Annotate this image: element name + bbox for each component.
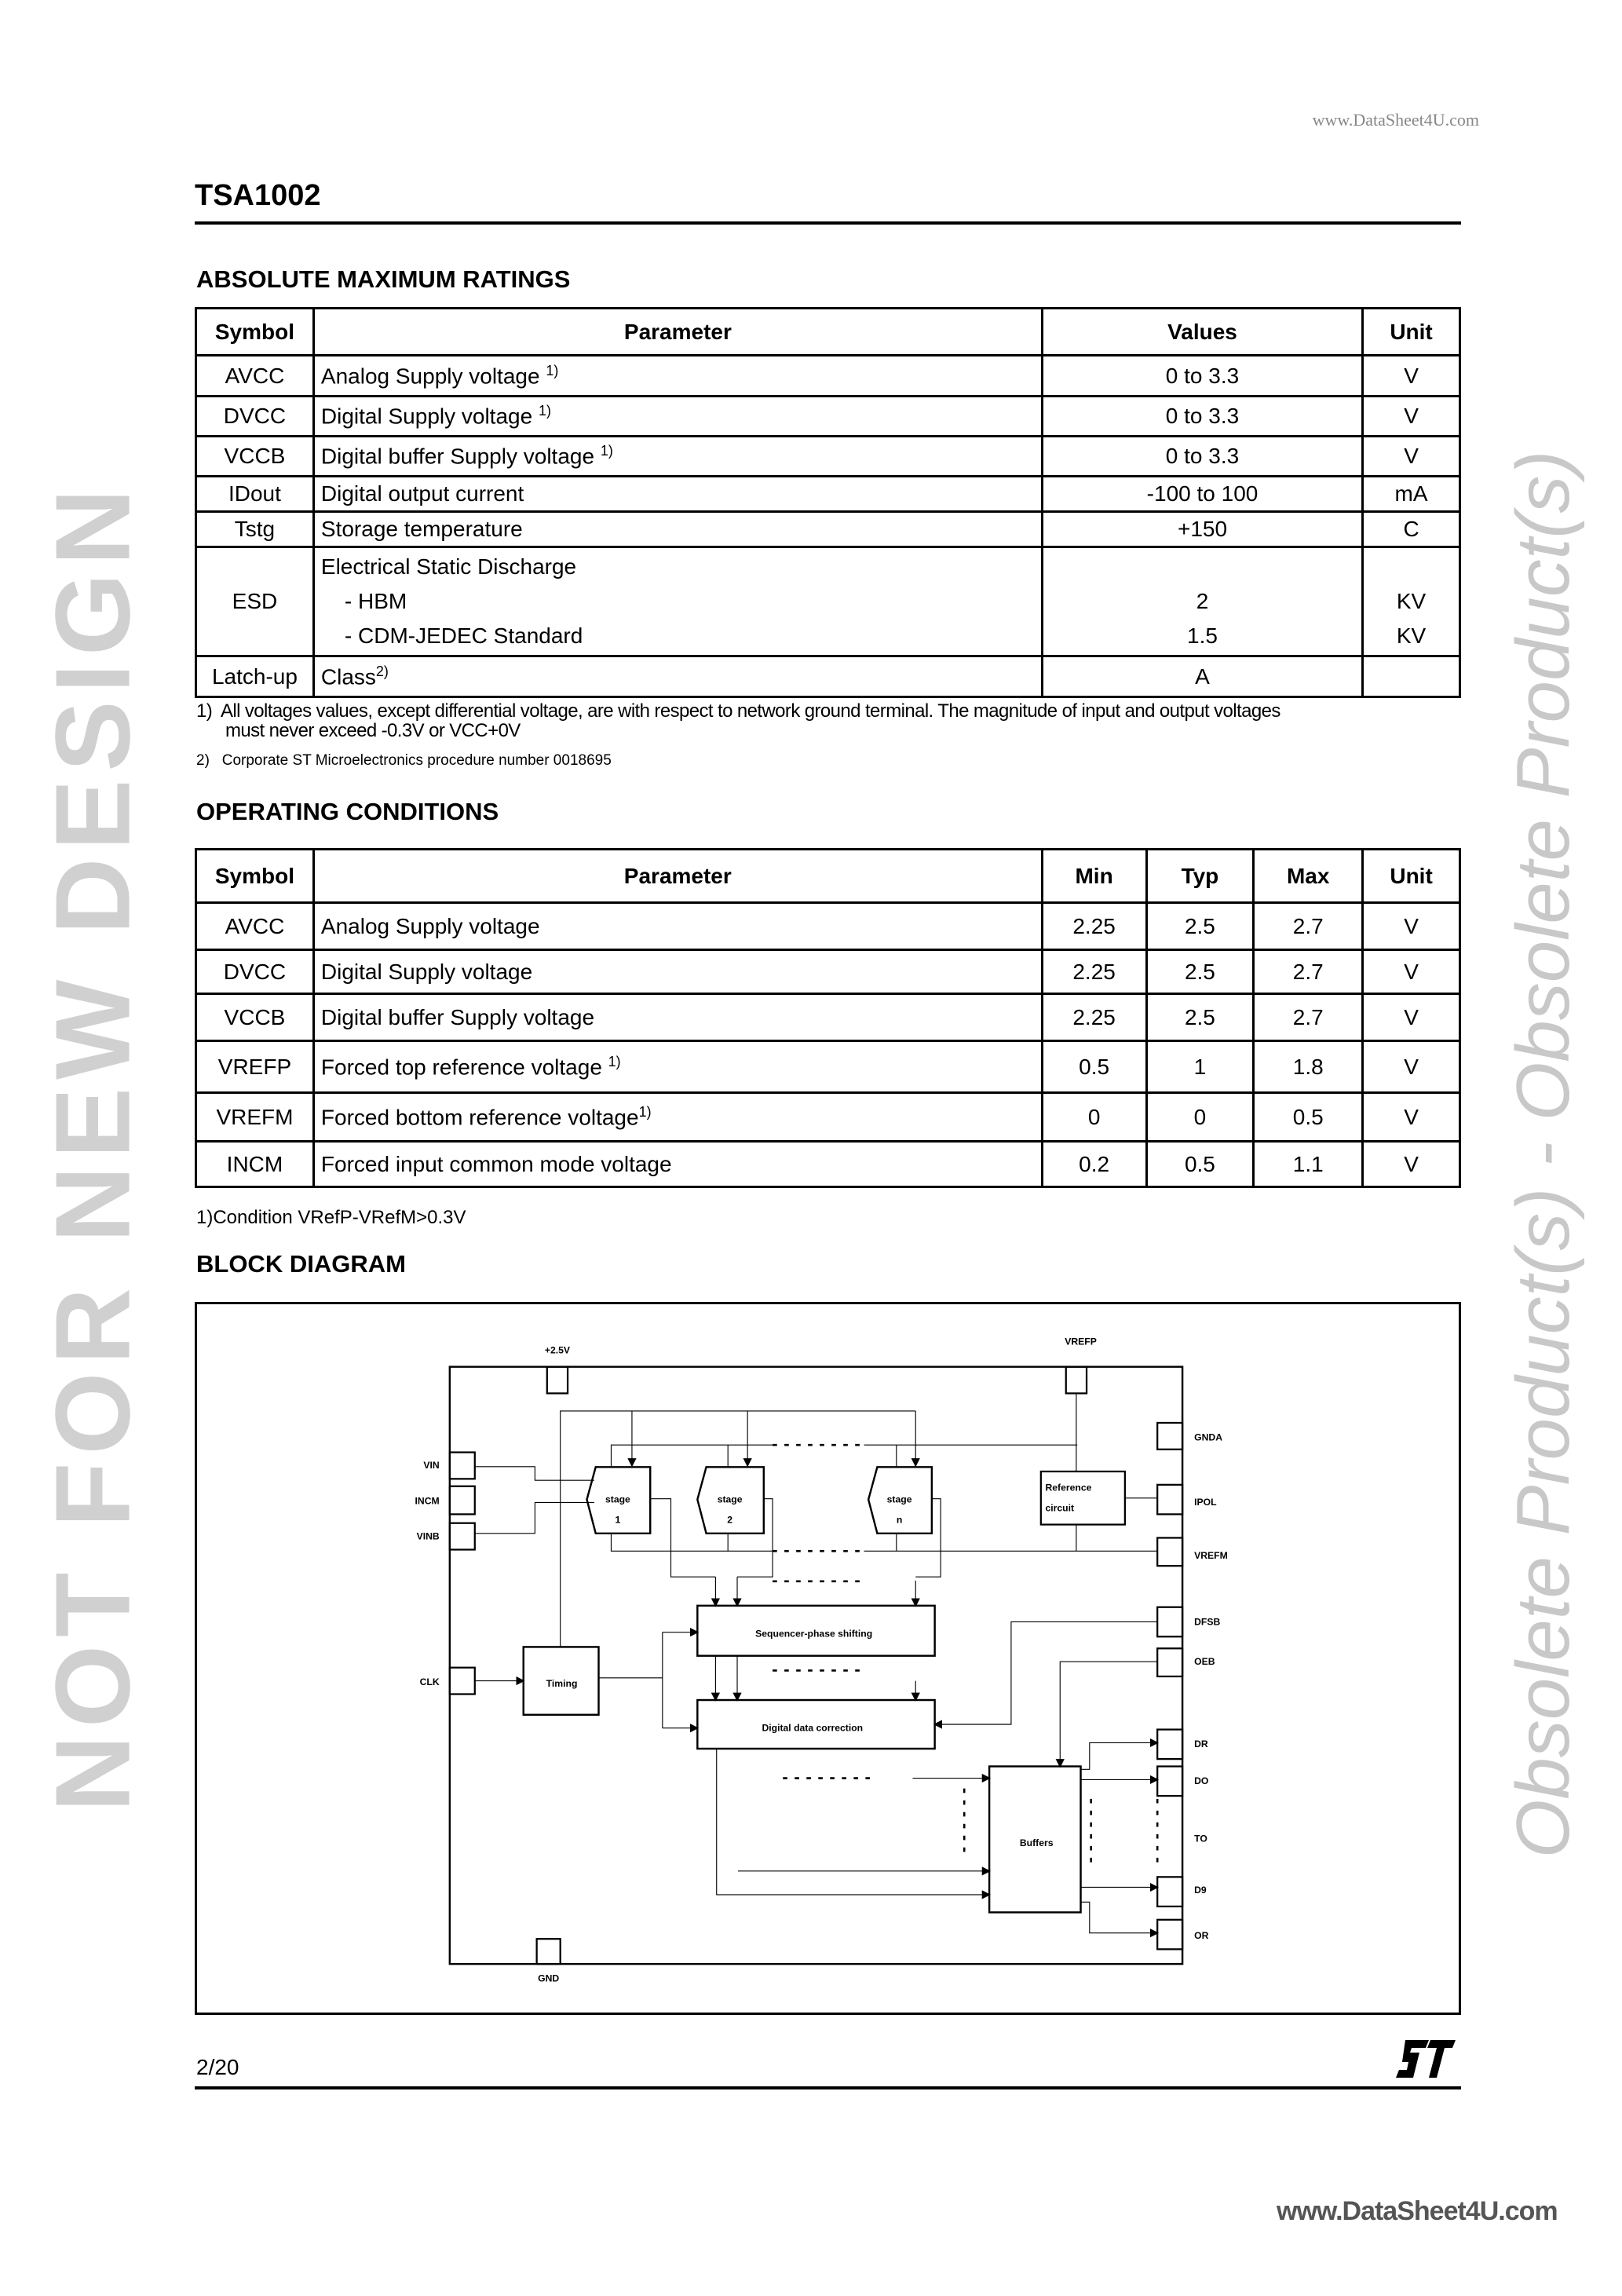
esd-hbm-value: 2	[1196, 589, 1209, 613]
pin-label: DFSB	[1194, 1616, 1221, 1628]
footnote-ref: 1)	[546, 362, 559, 378]
pin-dfsb	[1157, 1607, 1182, 1637]
column-header: Min	[1042, 850, 1146, 903]
unit-cell: mA	[1363, 477, 1460, 512]
parameter-text: Forced bottom reference voltage	[320, 1105, 639, 1130]
esd-cdm: - CDM-JEDEC Standard	[344, 623, 583, 648]
min-cell: 2.25	[1042, 994, 1146, 1041]
min-cell: 0	[1042, 1093, 1146, 1142]
unit-cell	[1363, 547, 1460, 656]
table-row	[196, 1093, 1460, 1142]
parameter-cell	[313, 437, 1042, 477]
pin-label: IPOL	[1194, 1497, 1217, 1508]
esd-parameter: Electrical Static Discharge	[320, 554, 577, 579]
buffers-label: Buffers	[1019, 1837, 1054, 1848]
value-cell: +150	[1042, 512, 1362, 547]
column-header: Max	[1254, 850, 1363, 903]
max-cell: 1.8	[1254, 1041, 1363, 1093]
footnote-text: All voltages values, except differential voltage, are with respect to network ground terminal. The magnitude of input and output voltages	[220, 700, 1280, 722]
parameter-cell	[313, 397, 1042, 437]
watermark-text: Obsolete Product(s) - Obsolete Product(s)	[1501, 450, 1585, 1859]
pin-2v5	[547, 1367, 568, 1394]
symbol-cell: VCCB	[196, 994, 314, 1041]
symbol-cell: ESD	[196, 547, 314, 656]
pin-gnda	[1157, 1423, 1182, 1450]
typ-cell: 0.5	[1146, 1142, 1254, 1187]
source-url-watermark: www.DataSheet4U.com	[1312, 110, 1479, 130]
correction-label: Digital data correction	[762, 1722, 864, 1734]
pin-label: TO	[1194, 1833, 1207, 1844]
stage-label: stage	[717, 1493, 743, 1505]
parameter-cell	[313, 547, 1042, 656]
min-cell: 0.2	[1042, 1142, 1146, 1187]
footnote-number: 2)	[196, 752, 210, 769]
symbol-cell: AVCC	[196, 903, 314, 950]
pin-gnd	[537, 1939, 561, 1964]
table-row	[196, 437, 1460, 477]
parameter-cell	[313, 1093, 1042, 1142]
op-cond-table	[195, 848, 1461, 1188]
value-cell: -100 to 100	[1042, 477, 1362, 512]
chip-outline	[450, 1367, 1182, 1964]
header-rule	[195, 221, 1461, 225]
typ-cell: 2.5	[1146, 994, 1254, 1041]
pin-vrefm	[1157, 1537, 1182, 1566]
parameter-cell: Digital Supply voltage	[313, 950, 1042, 994]
parameter-cell: Forced input common mode voltage	[313, 1142, 1042, 1187]
unit-cell	[1363, 656, 1460, 697]
block-diagram-heading: BLOCK DIAGRAM	[196, 1250, 406, 1278]
column-header: Values	[1042, 309, 1362, 356]
parameter-cell	[313, 656, 1042, 697]
footnote-ref: 1)	[638, 1103, 652, 1120]
parameter-cell: Analog Supply voltage	[313, 903, 1042, 950]
unit-cell: V	[1363, 397, 1460, 437]
stage-label: 1	[615, 1514, 621, 1526]
table-row	[196, 1142, 1460, 1187]
value-cell: 0 to 3.3	[1042, 356, 1362, 397]
symbol-cell: DVCC	[196, 397, 314, 437]
pin-d9	[1157, 1877, 1182, 1907]
pin-clk	[450, 1668, 475, 1695]
watermark-text: NOT FOR NEW DESIGN	[33, 481, 152, 1812]
column-header: Parameter	[313, 309, 1042, 356]
esd-hbm: - HBM	[344, 589, 407, 613]
pin-label: VREFP	[1065, 1336, 1097, 1347]
table-row-esd	[196, 547, 1460, 656]
parameter-text: Analog Supply voltage	[320, 364, 540, 389]
max-cell: 2.7	[1254, 994, 1363, 1041]
min-cell: 0.5	[1042, 1041, 1146, 1093]
pin-label: +2.5V	[544, 1344, 571, 1356]
abs-max-heading: ABSOLUTE MAXIMUM RATINGS	[196, 265, 571, 293]
typ-cell: 1	[1146, 1041, 1254, 1093]
typ-cell: 2.5	[1146, 903, 1254, 950]
reference-label: circuit	[1045, 1502, 1075, 1514]
reference-label: Reference	[1045, 1482, 1092, 1493]
pin-oeb	[1157, 1648, 1182, 1676]
symbol-cell: DVCC	[196, 950, 314, 994]
max-cell: 2.7	[1254, 950, 1363, 994]
parameter-cell: Storage temperature	[313, 512, 1042, 547]
document-title: TSA1002	[195, 179, 321, 212]
op-cond-heading: OPERATING CONDITIONS	[196, 798, 499, 825]
table-header-row	[196, 850, 1460, 903]
unit-cell: V	[1363, 903, 1460, 950]
unit-cell: V	[1363, 950, 1460, 994]
max-cell: 0.5	[1254, 1093, 1363, 1142]
footnote-ref: 2)	[375, 663, 389, 679]
block-diagram	[195, 1302, 1461, 2014]
table-row	[196, 1041, 1460, 1093]
pin-vin	[450, 1453, 475, 1479]
st-logo-icon	[1394, 2038, 1457, 2079]
pin-incm	[450, 1486, 475, 1515]
max-cell: 1.1	[1254, 1142, 1363, 1187]
abs-max-table	[195, 307, 1461, 698]
symbol-cell: VCCB	[196, 437, 314, 477]
column-header: Symbol	[196, 850, 314, 903]
pin-vinb	[450, 1523, 475, 1550]
pin-label: CLK	[419, 1676, 440, 1688]
table-row-latchup	[196, 656, 1460, 697]
table-row	[196, 356, 1460, 397]
column-header: Unit	[1363, 850, 1460, 903]
footnote-ref: 1)	[538, 403, 551, 419]
symbol-cell: VREFP	[196, 1041, 314, 1093]
parameter-cell: Digital output current	[313, 477, 1042, 512]
pin-label: DO	[1194, 1775, 1209, 1787]
value-cell	[1042, 547, 1362, 656]
pin-label: OR	[1194, 1930, 1209, 1942]
max-cell: 2.7	[1254, 903, 1363, 950]
footnote-2	[196, 752, 612, 770]
symbol-cell: INCM	[196, 1142, 314, 1187]
table-row	[196, 512, 1460, 547]
column-header: Typ	[1146, 850, 1254, 903]
esd-cdm-value: 1.5	[1187, 623, 1218, 648]
esd-cdm-unit: KV	[1396, 623, 1427, 648]
table-row	[196, 397, 1460, 437]
unit-cell: V	[1363, 437, 1460, 477]
esd-hbm-unit: KV	[1396, 589, 1427, 613]
typ-cell: 2.5	[1146, 950, 1254, 994]
pin-label: D9	[1194, 1885, 1207, 1896]
typ-cell: 0	[1146, 1093, 1254, 1142]
footnote-1	[196, 701, 1280, 740]
parameter-cell: Digital buffer Supply voltage	[313, 994, 1042, 1041]
parameter-text: Digital buffer Supply voltage	[320, 444, 595, 469]
stage-label: 2	[727, 1514, 733, 1526]
pin-label: DR	[1194, 1738, 1208, 1750]
pin-label: VIN	[423, 1460, 440, 1472]
parameter-cell	[313, 356, 1042, 397]
footnote-text-cont: must never exceed -0.3V or VCC+0V	[225, 720, 521, 741]
min-cell: 2.25	[1042, 903, 1146, 950]
pin-ipol	[1157, 1485, 1182, 1515]
timing-label: Timing	[546, 1678, 578, 1690]
table-row	[196, 903, 1460, 950]
table-header-row	[196, 309, 1460, 356]
symbol-cell: AVCC	[196, 356, 314, 397]
unit-cell: V	[1363, 1041, 1460, 1093]
footnote-ref: 1)	[608, 1053, 621, 1069]
parameter-cell	[313, 1041, 1042, 1093]
footnote-text: Corporate ST Microelectronics procedure number 0018695	[221, 752, 612, 769]
pin-label: GNDA	[1194, 1431, 1223, 1443]
pin-or	[1157, 1920, 1182, 1950]
column-header: Symbol	[196, 309, 314, 356]
unit-cell: V	[1363, 356, 1460, 397]
unit-cell: V	[1363, 994, 1460, 1041]
pin-label: INCM	[415, 1495, 440, 1507]
footnote-number: 1)	[196, 700, 213, 722]
op-cond-footnote: 1)Condition VRefP-VRefM>0.3V	[196, 1207, 466, 1228]
pin-label: VINB	[416, 1530, 440, 1542]
parameter-text: Digital Supply voltage	[320, 404, 533, 429]
footnote-ref: 1)	[600, 443, 613, 459]
reference-circuit-block	[1041, 1472, 1125, 1525]
pin-do	[1157, 1767, 1182, 1797]
sequencer-label: Sequencer-phase shifting	[755, 1628, 873, 1640]
symbol-cell: Latch-up	[196, 656, 314, 697]
pin-label: GND	[538, 1972, 560, 1984]
footer-rule	[195, 2086, 1461, 2089]
unit-cell: V	[1363, 1093, 1460, 1142]
pin-label: OEB	[1194, 1655, 1215, 1667]
value-cell: 0 to 3.3	[1042, 397, 1362, 437]
symbol-cell: VREFM	[196, 1093, 314, 1142]
pin-dr	[1157, 1730, 1182, 1760]
unit-cell: V	[1363, 1142, 1460, 1187]
st-logo	[1394, 2038, 1457, 2079]
pin-vrefp	[1066, 1367, 1087, 1394]
stage-label: stage	[886, 1493, 912, 1505]
page-number: 2/20	[196, 2055, 239, 2079]
unit-cell: C	[1363, 512, 1460, 547]
column-header: Parameter	[313, 850, 1042, 903]
parameter-text: Class	[320, 664, 376, 689]
symbol-cell: IDout	[196, 477, 314, 512]
symbol-cell: Tstg	[196, 512, 314, 547]
min-cell: 2.25	[1042, 950, 1146, 994]
value-cell: A	[1042, 656, 1362, 697]
pin-label: VREFM	[1194, 1549, 1228, 1561]
value-cell: 0 to 3.3	[1042, 437, 1362, 477]
table-row	[196, 950, 1460, 994]
column-header: Unit	[1363, 309, 1460, 356]
stage-label: stage	[605, 1493, 630, 1505]
footer-url-watermark: www.DataSheet4U.com	[1277, 2196, 1558, 2226]
table-row	[196, 994, 1460, 1041]
parameter-text: Forced top reference voltage	[320, 1055, 608, 1080]
table-row	[196, 477, 1460, 512]
stage-label: n	[896, 1514, 903, 1526]
